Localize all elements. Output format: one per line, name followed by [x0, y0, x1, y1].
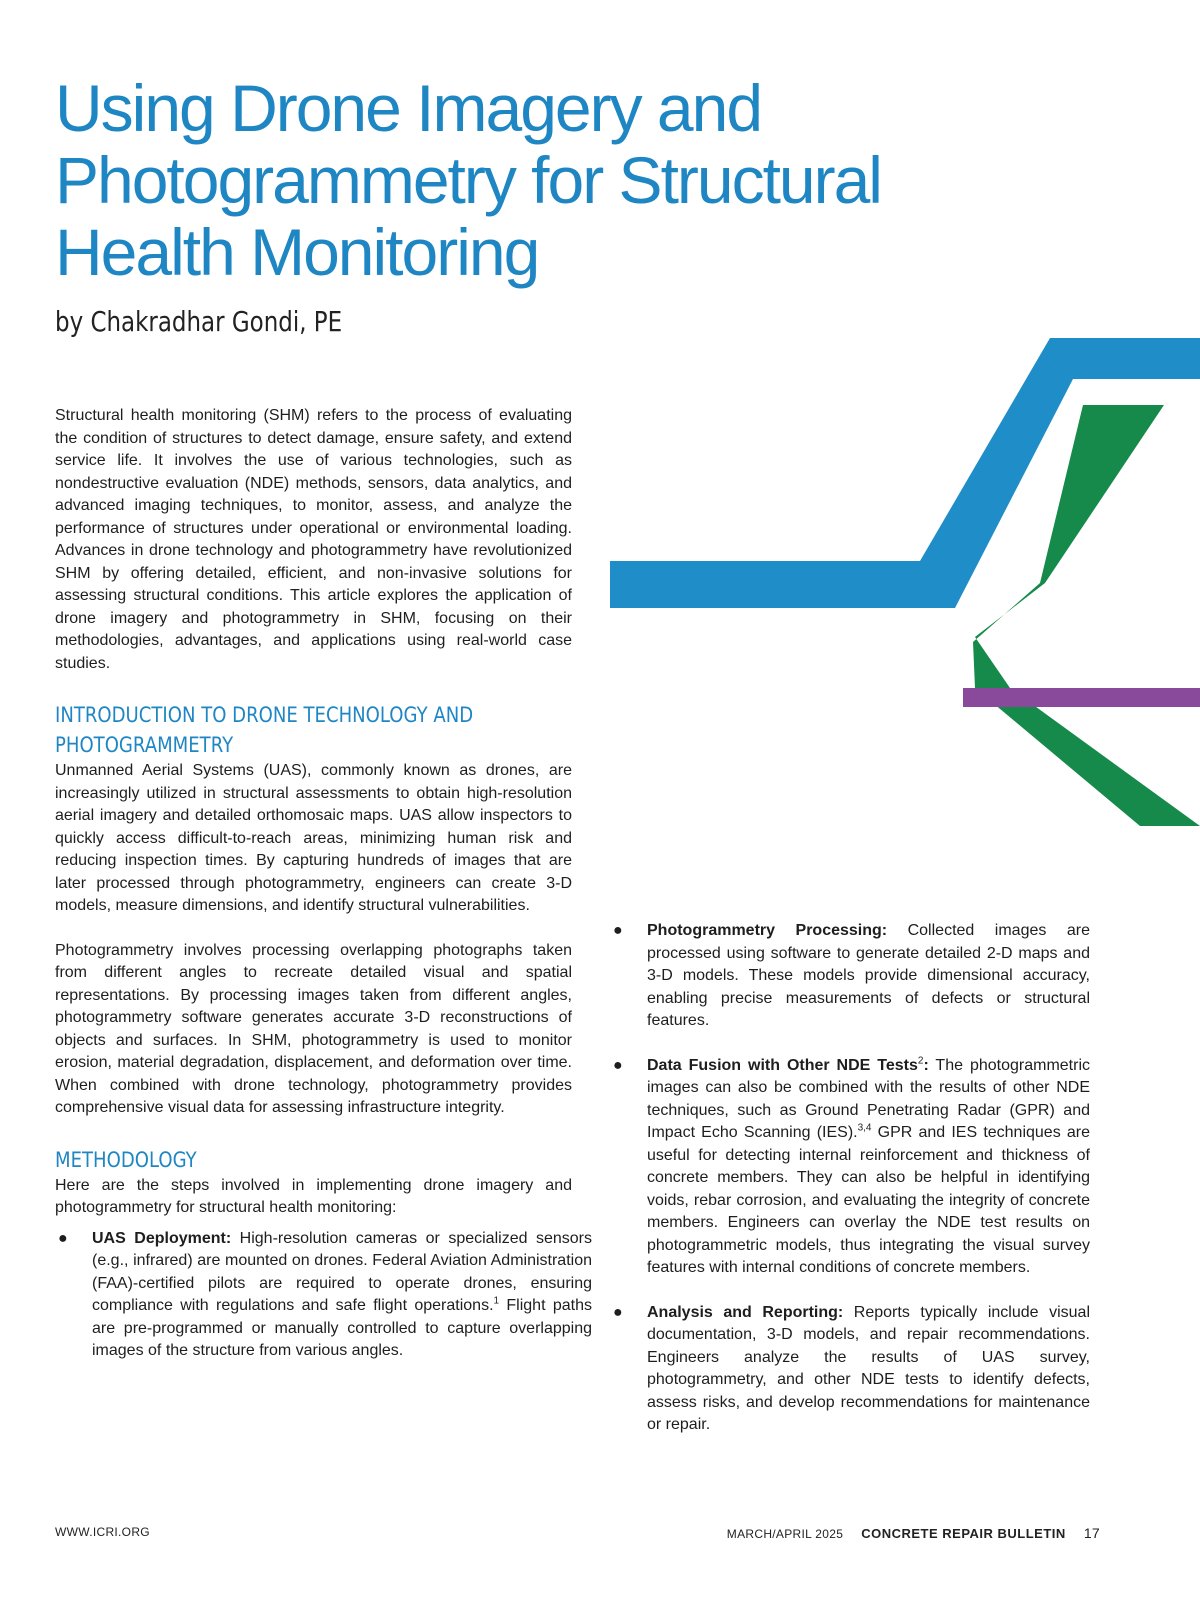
bullet-icon: ● [613, 1303, 623, 1321]
list-item-term-colon: : [923, 1056, 929, 1074]
footer-page-number: 17 [1083, 1525, 1100, 1541]
list-item-text [647, 1055, 1090, 1280]
intro-paragraph: Structural health monitoring (SHM) refers to the process of evaluating the condition of structures to detect damage, ensure safety, and extend service life. It involves the use of various technologies, such as nondestructive evaluation (NDE) methods, sensors, data analytics, and advanced imaging techniques, to monitor, assess, and analyze the performance of structures under operational or environmental loading. Advances in drone technology and photogrammetry have revolutionized SHM by offering detailed, efficient, and non-invasive solutions for assessing structural conditions. This article explores the application of drone imagery and photogrammetry in SHM, focusing on their methodologies, advantages, and applications using real-world case studies. [55, 407, 572, 672]
footer-publication-name: CONCRETE REPAIR BULLETIN [861, 1526, 1066, 1541]
list-item-body: Reports typically include visual documentation, 3-D models, and repair recommendations. Engineers analyze the results of UAS survey, photogrammetry, and other NDE tests to identify defects, assess risks, and develop recommendations for maintenance or repair. [647, 1303, 1090, 1433]
intro-section-paragraph-1: Unmanned Aerial Systems (UAS), commonly known as drones, are increasingly utilized in structural assessments to obtain high-resolution aerial imagery and detailed orthomosaic maps. UAS allow inspectors to quickly access difficult-to-reach areas, minimizing human risk and reducing inspection times. By capturing hundreds of images that are later processed through photogrammetry, engineers can create 3-D models, measure dimensions, and identify structural vulnerabilities. [55, 762, 572, 914]
reference-superscript: 2 [917, 1055, 924, 1067]
section-heading-methodology: METHODOLOGY [55, 1147, 197, 1172]
list-item-body-continued: Flight paths are pre-programmed or manually controlled to capture overlapping images of the structure from various angles. [92, 1297, 592, 1359]
bullet-icon: ● [613, 1056, 623, 1074]
article-title [55, 72, 955, 288]
section-heading-line-2: PHOTOGRAMMETRY [55, 733, 234, 757]
list-item [610, 920, 1090, 1033]
reference-superscript: 1 [493, 1295, 500, 1307]
list-item-term: Data Fusion with Other NDE Tests [647, 1056, 918, 1074]
title-line-1: Using Drone Imagery and [55, 71, 762, 145]
footer-website-link[interactable]: WWW.ICRI.ORG [55, 1525, 150, 1539]
list-item-body-continued: GPR and IES techniques are useful for detecting internal reinforcement and thickness of concrete members. They can also be helpful in identifying voids, rebar corrosion, and evaluating the integrity of concrete members. Engineers can overlay the NDE test results on photogrammetric models, thus integrating the visual survey features with internal conditions of concrete members. [647, 1124, 1090, 1276]
list-item-body: The photogrammetric images can also be combined with the results of other NDE techniques, such as Ground Penetrating Radar (GPR) and Impact Echo Scanning (IES). [647, 1056, 1090, 1141]
list-item-body: Collected images are processed using software to generate detailed 2-D maps and 3-D models. These models provide dimensional accuracy, enabling precise measurements of defects or structural features. [647, 922, 1090, 1029]
title-line-3: Health Monitoring [55, 215, 539, 289]
list-item-term: Photogrammetry Processing: [647, 922, 888, 939]
section-heading-introduction [55, 700, 571, 760]
section-heading-line-1: INTRODUCTION TO DRONE TECHNOLOGY AND [55, 703, 474, 727]
methodology-steps-list-right [610, 920, 1090, 1437]
methodology-lead: Here are the steps involved in implementing drone imagery and photogrammetry for structural health monitoring: [55, 1176, 572, 1216]
bullet-icon: ● [613, 922, 623, 939]
author-byline: by Chakradhar Gondi, PE [55, 305, 343, 338]
list-item [610, 1055, 1090, 1280]
list-item-body: High-resolution cameras or specialized sensors (e.g., infrared) are mounted on drones. Federal Aviation Administration (FAA)-certified pilots are required to operate drones, ensuring compliance with regulations and safe flight operations. [92, 1229, 592, 1314]
intro-section-paragraph-2: Photogrammetry involves processing overlapping photographs taken from different angles to recreate detailed visual and spatial representations. By processing images taken from different angles, photogrammetry software generates accurate 3-D reconstructions of objects and surfaces. In SHM, photogrammetry is used to monitor erosion, material degradation, displacement, and deformation over time. When combined with drone technology, photogrammetry provides comprehensive visual data for assessing infrastructure integrity. [55, 941, 572, 1116]
methodology-steps-list-left [55, 1228, 592, 1363]
footer-publication-info [727, 1525, 1100, 1541]
title-line-2: Photogrammetry for Structural [55, 143, 881, 217]
reference-superscript: 3,4 [857, 1122, 872, 1134]
right-column [610, 920, 1090, 1459]
footer-issue: MARCH/APRIL 2025 [726, 1527, 844, 1541]
list-item-text [647, 920, 1090, 1033]
list-item-term: UAS Deployment: [92, 1229, 232, 1247]
list-item [55, 1228, 592, 1363]
left-column [55, 405, 592, 1363]
purple-stripe-shape [963, 688, 1200, 707]
list-item-text [647, 1302, 1090, 1437]
bullet-icon: ● [58, 1229, 68, 1247]
list-item [610, 1302, 1090, 1437]
list-item-term: Analysis and Reporting: [647, 1303, 844, 1321]
list-item-text [92, 1228, 592, 1363]
